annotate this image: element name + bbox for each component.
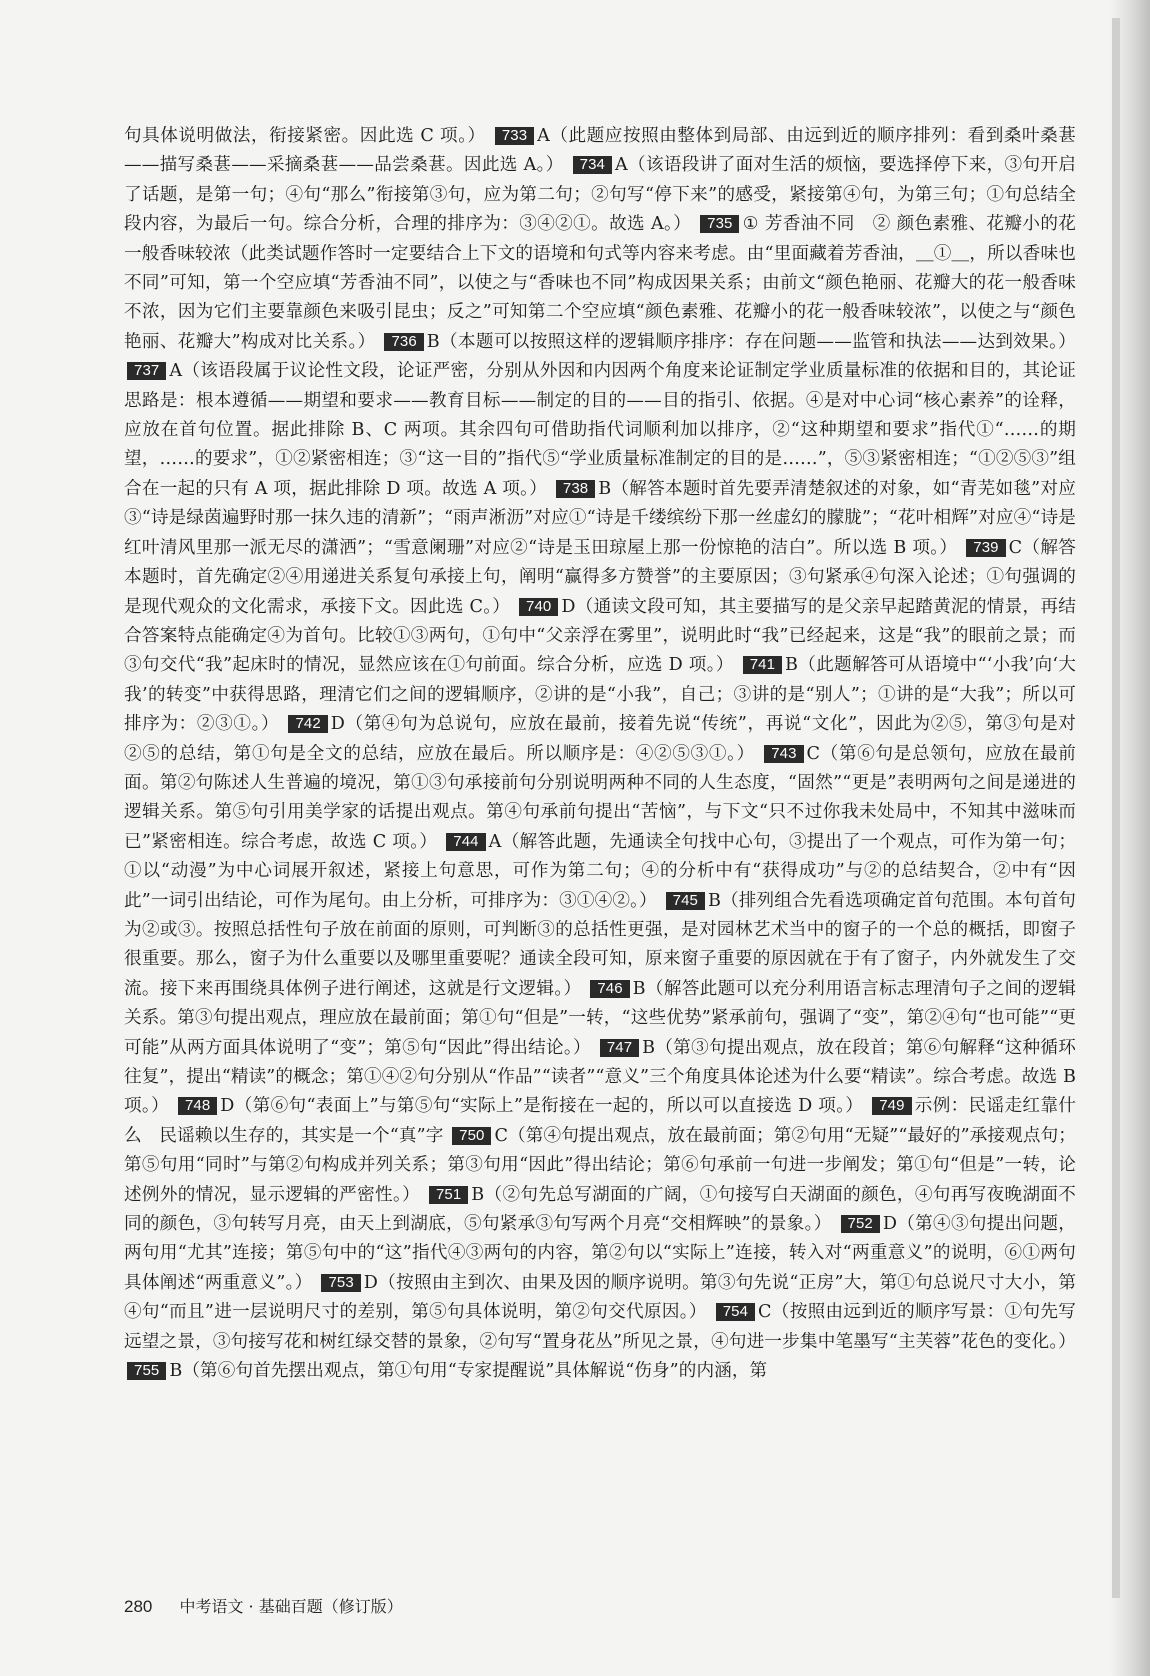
question-number-badge: 744 — [446, 833, 485, 851]
answer-text: A（该语段讲了面对生活的烦恼，要选择停下来，③句开启了话题，是第一句；④句“那么”衔接第③句，应为第二句；②句写“停下来”的感受，紧接第④句，为第三句；①句总结全段内容，为最后一句。综合分析，合理的排序为：③④②①。故选 A。） — [124, 155, 1076, 235]
answer-text: B（解答此题可以充分利用语言标志理清句子之间的逻辑关系。第③句提出观点，理应放在最前面；第①句“但是”一转，“这些优势”紧承前句，强调了“变”，第②④句“也可能”“更可能”从两方面具体说明了“变”；第⑤句“因此”得出结论。） — [124, 978, 1076, 1058]
answer-item — [175, 1096, 863, 1116]
page-number: 280 — [124, 1597, 153, 1616]
answer-text: A（该语段属于议论性文段，论证严密，分别从外因和内因两个角度来论证制定学业质量标准的依据和目的，其论证思路是：根本遵循——期望和要求——教育目标——制定的目的——目的指引、依据。④是对中心词“核心素养”的诠释，应放在首句位置。据此排除 B、C 两项。其余四句可借助指代词顺利加以排序，②“这种期望和要求”指代①“……的期望，……的要求”，①②紧密相连；③“这一目的”指代⑤“学业质量标准制定的目的是……”，⑤③紧密相连；“①②⑤③”组合在一起的只有 A 项，据此排除 D 项。故选 A 项。） — [124, 361, 1076, 499]
answer-text: D（通读文段可知，其主要描写的是父亲早起踏黄泥的情景，再结合答案特点能确定④为首句。比较①③两句，①句中“父亲浮在雾里”，说明此时“我”已经起来，这是“我”的眼前之景；而③句交代“我”起床时的情况，显然应该在①句前面。综合分析，应选 D 项。） — [124, 596, 1076, 676]
answer-text: ① 芳香油不同 ② 颜色素雅、花瓣小的花一般香味较浓（此类试题作答时一定要结合上下文的语境和句式等内容来考虑。由“里面藏着芳香油，＿①＿，所以香味也不同”可知，第一个空应填“芳香油不同”，以使之与“香味也不同”构成因果关系；由前文“颜色艳丽、花瓣大的花一般香味不浓，因为它们主要靠颜色来吸引昆虫；反之”可知第二个空应填“颜色素雅、花瓣小的花一般香味较浓”，以使之与“颜色艳丽、花瓣大”构成对比关系。） — [124, 214, 1076, 352]
question-number-badge: 750 — [452, 1127, 491, 1145]
answer-text: B（排列组合先看选项确定首句范围。本句首句为②或③。按照总括性句子放在前面的原则，可判断③的总括性更强，是对园林艺术当中的窗子的一个总的概括，即窗子很重要。那么，窗子为什么重要以及哪里重要呢？通读全段可知，原来窗子重要的原因就在于有了窗子，内外就发生了交流。接下来再围绕具体例子进行阐述，这就是行文逻辑。） — [124, 890, 1076, 999]
question-number-badge: 747 — [600, 1039, 639, 1057]
answer-item — [124, 1361, 767, 1381]
question-number-badge: 741 — [743, 656, 782, 674]
question-number-badge: 743 — [764, 745, 803, 763]
answer-text: D（按照由主到次、由果及因的顺序说明。第③句先说“正房”大，第①句总说尺寸大小，第④句“而且”进一层说明尺寸的差别，第⑤句具体说明，第②句交代原因。） — [124, 1272, 1077, 1323]
page-footer — [124, 1594, 403, 1617]
answer-text: 示例：民谣走红靠什么 民谣赖以生存的，其实是一个“真”字 — [124, 1096, 1076, 1146]
question-number-badge: 751 — [429, 1186, 468, 1204]
question-number-badge: 745 — [666, 892, 705, 910]
answer-text: B（第③句提出观点，放在段首；第⑥句解释“这种循环往复”，提出“精读”的概念；第①④②句分别从“作品”“读者”“意义”三个角度具体论述为什么要“精读”。综合考虑。故选 B 项。） — [124, 1037, 1076, 1117]
question-number-badge: 740 — [519, 598, 558, 616]
answer-text: B（第⑥句首先摆出观点，第①句用“专家提醒说”具体解说“伤身”的内涵，第 — [169, 1361, 768, 1382]
question-number-badge: 733 — [495, 127, 534, 145]
question-number-badge: 754 — [716, 1303, 755, 1321]
book-title: 中考语文 · 基础百题（修订版） — [179, 1597, 403, 1616]
answer-text: D（第④③句提出问题，两句用“尤其”连接；第⑤句中的“这”指代④③两句的内容，第②句以“实际上”连接，转入对“两重意义”的说明，⑥①两句具体阐述“两重意义”。） — [124, 1214, 1076, 1293]
answer-text: B（本题可以按照这样的逻辑顺序排序：存在问题——监管和执法——达到效果。） — [426, 331, 1076, 352]
answer-text: D（第⑥句“表面上”与第⑤句“实际上”是衔接在一起的，所以可以直接选 D 项。） — [220, 1096, 864, 1117]
question-number-badge: 752 — [841, 1215, 880, 1233]
answer-text: C（按照由远到近的顺序写景：①句先写远望之景，③句接写花和树红绿交替的景象，②句写“置身花丛”所见之景，④句进一步集中笔墨写“主芙蓉”花色的变化。） — [124, 1302, 1076, 1352]
question-number-badge: 742 — [288, 715, 327, 733]
answer-text: C（第④句提出观点，放在最前面；第②句用“无疑”“最好的”承接观点句；第⑤句用“同时”与第②句构成并列关系；第③句用“因此”得出结论；第⑥句承前一句进一步阐发；第①句“但是”一转，论述例外的情况，显示逻辑的严密性。） — [124, 1125, 1076, 1205]
question-number-badge: 738 — [556, 480, 595, 498]
answer-item — [381, 332, 1076, 352]
question-number-badge: 746 — [590, 980, 629, 998]
question-number-badge: 735 — [700, 215, 739, 233]
answer-text-block — [124, 122, 1076, 1386]
question-number-badge: 736 — [384, 333, 423, 351]
question-number-badge: 748 — [178, 1097, 217, 1115]
answer-item — [124, 126, 486, 146]
answer-text: B（解答本题时首先要弄清楚叙述的对象，如“青芜如毯”对应③“诗是绿茵遍野时那一抹久违的清新”；“雨声淅沥”对应①“诗是千缕缤纷下那一丝虚幻的朦胧”；“花叶相辉”对应④“诗是红叶清风里那一派无尽的潇洒”；“雪意阑珊”对应②“诗是玉田琼屋上那一份惊艳的洁白”。所以选 B 项。） — [124, 478, 1076, 558]
answer-text: 句具体说明做法，衔接紧密。因此选 C 项。） — [124, 126, 486, 146]
answer-text: B（此题解答可从语境中“‘小我’向‘大我’的转变”中获得思路，理清它们之间的逻辑顺序，②讲的是“小我”，自己；③讲的是“别人”；①讲的是“大我”；所以可排序为：②③①。） — [124, 655, 1076, 735]
answer-text: A（此题应按照由整体到局部、由远到近的顺序排列：看到桑叶桑葚——描写桑葚——采摘桑葚——品尝桑葚。因此选 A。） — [124, 126, 1076, 176]
page-binding-edge — [1112, 18, 1120, 1598]
question-number-badge: 753 — [321, 1274, 360, 1292]
question-number-badge: 739 — [966, 539, 1005, 557]
question-number-badge: 734 — [573, 156, 612, 174]
answer-text: D（第④句为总说句，应放在最前，接着先说“传统”，再说“文化”，因此为②⑤，第③句是对②⑤的总结，第①句是全文的总结，应放在最后。所以顺序是：④②⑤③①。） — [124, 714, 1076, 764]
answer-text: B（②句先总写湖面的广阔，①句接写白天湖面的颜色，④句再写夜晚湖面不同的颜色，③句转写月亮，由天上到湖底，⑤句紧承③句写两个月亮“交相辉映”的景象。） — [124, 1184, 1076, 1235]
question-number-badge: 737 — [127, 362, 166, 380]
question-number-badge: 755 — [127, 1362, 166, 1380]
answer-text: C（第⑥句是总领句，应放在最前面。第②句陈述人生普遍的境况，第①③句承接前句分别说明两种不同的人生态度，“固然”“更是”表明两句之间是递进的逻辑关系。第⑤句引用美学家的话提出观点。第④句承前句提出“苦恼”，与下文“只不过你我未处局中，不知其中滋味而已”紧密相连。综合考虑，故选 C 项。） — [124, 743, 1076, 852]
question-number-badge: 749 — [872, 1097, 911, 1115]
answer-text: A（解答此题，先通读全句找中心句，③提出了一个观点，可作为第一句；①以“动漫”为中心词展开叙述，紧接上句意思，可作为第二句；④的分析中有“获得成功”与②的总结契合，②中有“因此”一词引出结论，可作为尾句。由上分析，可排序为：③①④②。） — [124, 831, 1077, 911]
answer-text: C（解答本题时，首先确定②④用递进关系复句承接上句，阐明“赢得多方赞誉”的主要原因；③句紧承④句深入论述；①句强调的是现代观众的文化需求，承接下文。因此选 C。） — [124, 537, 1076, 617]
